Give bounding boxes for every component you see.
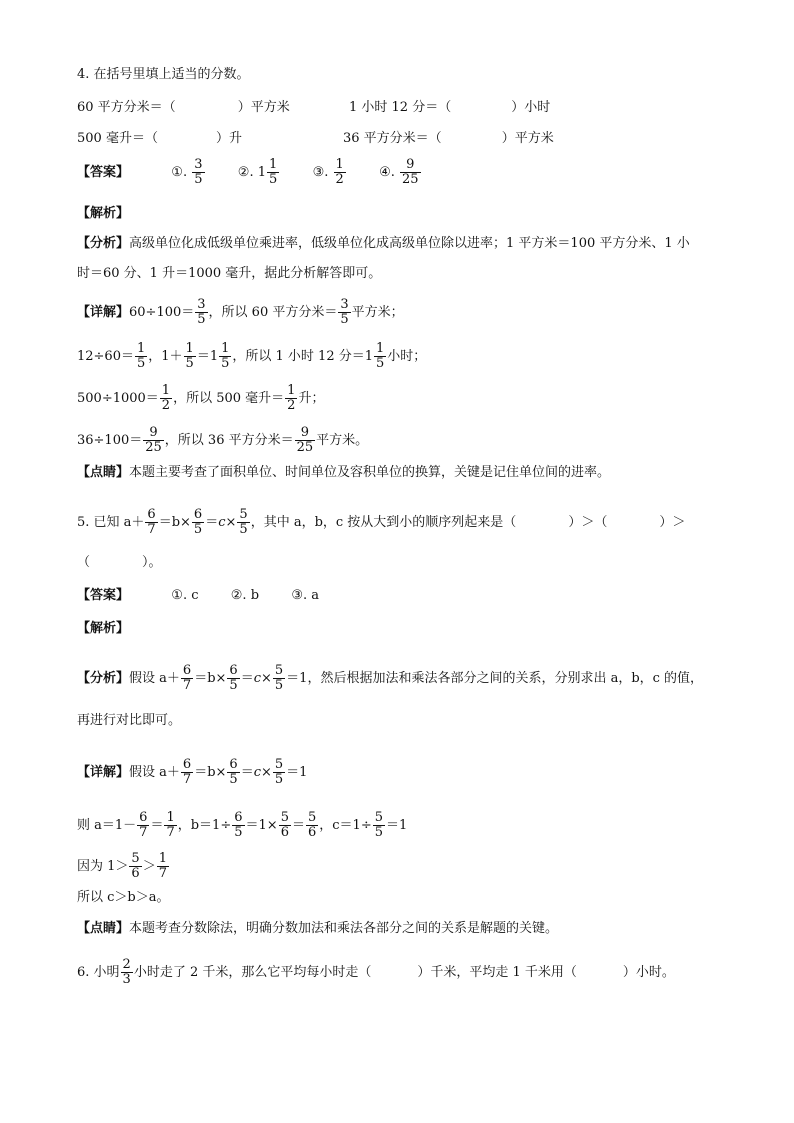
fraction: $\frac{6}{5}$ [229,663,238,693]
fraction: $\frac{6}{5}$ [234,810,243,840]
q5-dianjing: 【点睛】本题考查分数除法，明确分数加法和乘法各部分之间的关系是解题的关键。 [77,921,559,936]
fraction: $\frac{3}{5}$ [194,157,203,187]
fraction: $\frac{6}{5}$ [229,757,238,787]
fraction: $\frac{6}{7}$ [139,810,148,840]
q5-detail-1: 【详解】假设 a＋ $\frac{6}{7}$ ＝b× $\frac{6}{5}$ ＝c× $\frac{5}{5}$ ＝1 [77,757,308,787]
fraction: $\frac{1}{5}$ [376,341,385,371]
q4-detail-1: 【详解】60÷100＝ $\frac{3}{5}$ ，所以 60 平方分米＝ $\frac{3}{5}$ 平方米； [77,297,404,327]
q5-fenxi-1: 【分析】假设 a＋ $\frac{6}{7}$ ＝b× $\frac{6}{5}$ ＝c× $\frac{5}{5}$ ＝1，然后根据加法和乘法各部分之间的关系，分别求出 a，b，c 的值， [77,663,704,693]
answer-3: ③. a [291,588,319,603]
fraction: $\frac{2}{3}$ [122,957,131,987]
fraction: $\frac{6}{7}$ [182,663,192,693]
q4-line1a: 60 平方分米＝（ [77,100,176,115]
fraction: $\frac{3}{5}$ [340,297,349,327]
q5-jiexi: 【解析】 [77,621,130,636]
fraction: $\frac{5}{5}$ [239,507,248,537]
fraction: $\frac{1}{2}$ [287,383,296,413]
fraction: $\frac{1}{2}$ [335,157,344,187]
q5-answer: 【答案】 ①. c ②. b ③. a [77,588,319,603]
q4-detail-4: 36÷100＝ $\frac{9}{25}$ ，所以 36 平方分米＝ $\frac{9}{25}$ 平方米。 [77,425,369,455]
q4-line2b-text: 36 平方分米＝（ [343,131,442,146]
fraction: $\frac{1}{5}$ [269,157,278,187]
q4-line1 [77,99,290,117]
answer-marker-4: ④. [379,165,395,180]
q4-dianjing: 【点睛】本题主要考查了面积单位、时间单位及容积单位的换算，关键是记住单位间的进率。 [77,465,611,480]
q5-question: 5. 已知 a＋ $\frac{6}{7}$ ＝b× $\frac{6}{5}$ ＝c× $\frac{5}{5}$ ，其中 a，b，c 按从大到小的顺序列起来是（ ）＞（ ）＞ [77,507,686,537]
fraction: $\frac{9}{25}$ [402,157,419,187]
q5-fenxi-2: 再进行对比即可。 [77,713,182,728]
q5-detail-3: 因为 1＞ $\frac{5}{6}$ ＞ $\frac{1}{7}$ [77,851,167,881]
q4-fenxi-2: 时＝60 分、1 升＝1000 毫升，据此分析解答即可。 [77,266,382,281]
fraction: $\frac{1}{7}$ [158,851,167,881]
whole-number: 1 [257,165,267,180]
q4-line2 [77,130,242,148]
q4-title: 4. 在括号里填上适当的分数。 [77,67,250,82]
fraction: $\frac{1}{2}$ [161,383,171,413]
q4-line1b-text: 1 小时 12 分＝（ [349,100,452,115]
q4-line1b-end: ）小时 [511,100,551,115]
q5-detail-2: 则 a＝1－ $\frac{6}{7}$ ＝ $\frac{1}{7}$ ，b＝1÷ $\frac{6}{5}$ ＝1× $\frac{5}{6}$ ＝ $\frac{5}{6}$ ，c＝1÷ $\frac{5}{5}$ ＝1 [77,810,408,840]
fraction: $\frac{1}{7}$ [166,810,175,840]
q6-question: 6. 小明 $\frac{2}{3}$ 小时走了 2 千米，那么它平均每小时走（ ）千米，平均走 1 千米用（ ）小时。 [77,957,675,987]
fraction: $\frac{1}{5}$ [221,341,230,371]
fraction: $\frac{5}{5}$ [274,663,284,693]
answer-label: 【答案】 [77,165,130,180]
q4-answer [77,158,422,187]
answer-1: ①. c [171,588,199,603]
fraction: $\frac{5}{6}$ [131,851,140,881]
answer-2: ②. b [230,588,260,603]
fraction: $\frac{1}{5}$ [136,341,146,371]
fraction: $\frac{9}{25}$ [145,425,162,455]
q4-detail-2: 12÷60＝ $\frac{1}{5}$ ，1＋ $\frac{1}{5}$ ＝1 $\frac{1}{5}$ ，所以 1 小时 12 分＝1 $\frac{1}{5}$ 小时； [77,341,427,371]
q5-detail-4: 所以 c＞b＞a。 [77,890,170,905]
fraction: $\frac{6}{7}$ [182,757,192,787]
fraction: $\frac{6}{7}$ [147,507,156,537]
q4-line2a-end: ）升 [215,131,242,146]
answer-marker-3: ③. [312,165,329,180]
fraction: $\frac{9}{25}$ [296,425,314,455]
fraction: $\frac{1}{5}$ [185,341,194,371]
answer-marker-2: ②. [237,165,254,180]
q4-line1b [349,99,550,117]
q4-line2a: 500 毫升＝（ [77,131,158,146]
fraction: $\frac{5}{5}$ [374,810,383,840]
q5-line2: （ ）。 [77,555,162,570]
q4-line2b-end: ）平方米 [501,131,554,146]
q4-line2b [343,130,554,148]
fraction: $\frac{5}{6}$ [280,810,289,840]
fraction: $\frac{6}{5}$ [193,507,203,537]
q4-jiexi: 【解析】 [77,206,130,221]
fraction: $\frac{5}{5}$ [274,757,284,787]
fraction: $\frac{5}{6}$ [307,810,317,840]
q4-detail-3: 500÷1000＝ $\frac{1}{2}$ ，所以 500 毫升＝ $\frac{1}{2}$ 升； [77,383,325,413]
fraction: $\frac{3}{5}$ [197,297,206,327]
q4-line1a-end: ）平方米 [237,100,290,115]
answer-marker-1: ①. [171,165,188,180]
q4-fenxi-1: 【分析】高级单位化成低级单位乘进率，低级单位化成高级单位除以进率；1 平方米＝100 平方分米、1 小 [77,236,690,251]
